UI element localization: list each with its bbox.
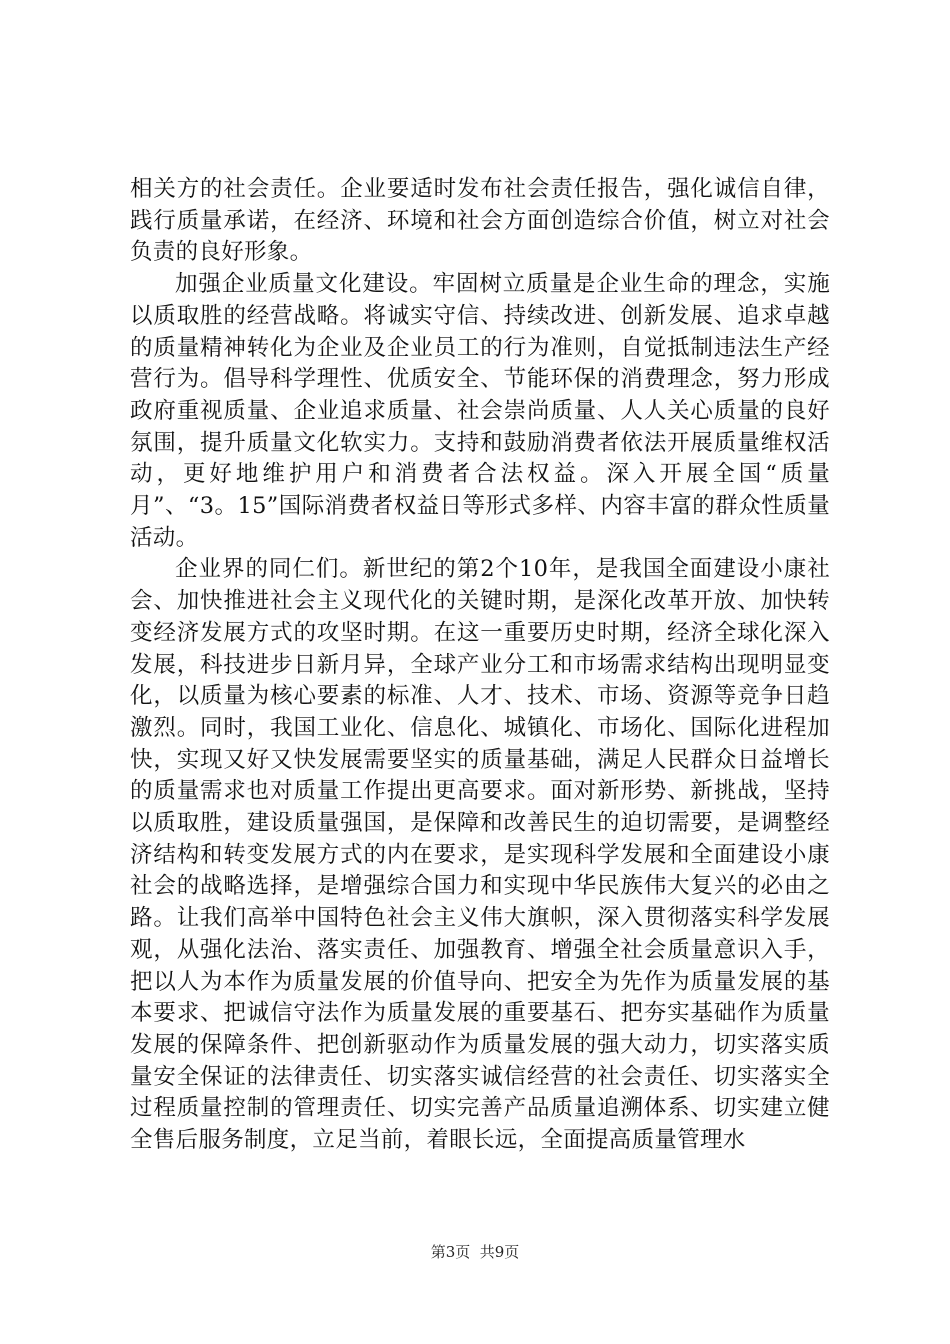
- document-body: [130, 174, 830, 1157]
- page-footer: [0, 1242, 950, 1262]
- paragraph-2: 加强企业质量文化建设。牢固树立质量是企业生命的理念，实施以质取胜的经营战略。将诚实守信、持续改进、创新发展、追求卓越的质量精神转化为企业及企业员工的行为准则，自觉抵制违法生产经营行为。倡导科学理性、优质安全、节能环保的消费理念，努力形成政府重视质量、企业追求质量、社会崇尚质量、人人关心质量的良好氛围，提升质量文化软实力。支持和鼓励消费者依法开展质量维权活动，更好地维护用户和消费者合法权益。深入开展全国“质量月”、“3。15”国际消费者权益日等形式多样、内容丰富的群众性质量活动。: [130, 271, 830, 551]
- page-number-label: 第3页 共9页: [430, 1243, 520, 1261]
- paragraph-1: 相关方的社会责任。企业要适时发布社会责任报告，强化诚信自律，践行质量承诺，在经济、环境和社会方面创造综合价值，树立对社会负责的良好形象。: [130, 176, 830, 266]
- paragraph-3: 企业界的同仁们。新世纪的第2个10年，是我国全面建设小康社会、加快推进社会主义现代化的关键时期，是深化改革开放、加快转变经济发展方式的攻坚时期。在这一重要历史时期，经济全球化深入发展，科技进步日新月异，全球产业分工和市场需求结构出现明显变化，以质量为核心要素的标准、人才、技术、市场、资源等竞争日趋激烈。同时，我国工业化、信息化、城镇化、市场化、国际化进程加快，实现又好又快发展需要坚实的质量基础，满足人民群众日益增长的质量需求也对质量工作提出更高要求。面对新形势、新挑战，坚持以质取胜，建设质量强国，是保障和改善民生的迫切需要，是调整经济结构和转变发展方式的内在要求，是实现科学发展和全面建设小康社会的战略选择，是增强综合国力和实现中华民族伟大复兴的必由之路。让我们高举中国特色社会主义伟大旗帜，深入贯彻落实科学发展观，从强化法治、落实责任、加强教育、增强全社会质量意识入手，把以人为本作为质量发展的价值导向、把安全为先作为质量发展的基本要求、把诚信守法作为质量发展的重要基石、把夯实基础作为质量发展的保障条件、把创新驱动作为质量发展的强大动力，切实落实质量安全保证的法律责任、切实落实诚信经营的社会责任、切实落实全过程质量控制的管理责任、切实完善产品质量追溯体系、切实建立健全售后服务制度，立足当前，着眼长远，全面提高质量管理水: [130, 556, 830, 1154]
